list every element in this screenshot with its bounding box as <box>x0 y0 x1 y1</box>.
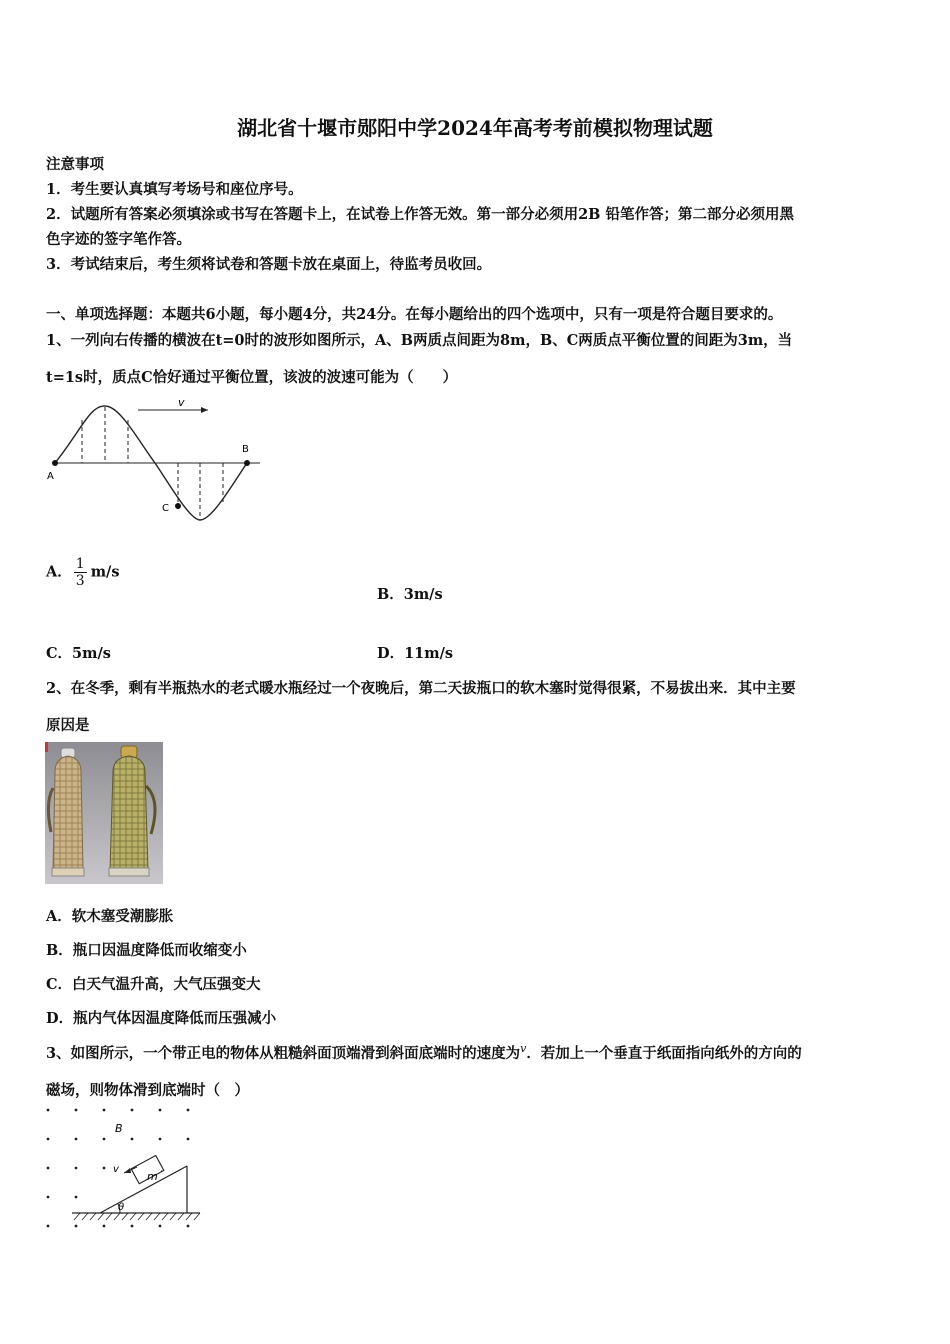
angle-theta-label: θ <box>118 1202 125 1213</box>
q2-stem-line2: 原因是 <box>46 717 90 734</box>
q3-stem-line2: 磁场，则物体滑到底端时（ ） <box>46 1082 249 1099</box>
q1-option-d[interactable]: D．11m/s <box>377 645 454 662</box>
fraction-numerator: 1 <box>75 556 85 572</box>
velocity-label: v <box>113 1164 119 1175</box>
q2-option-a[interactable]: A．软木塞受潮膨胀 <box>46 908 174 925</box>
block-charge-dot: · <box>160 1167 163 1177</box>
q2-option-d[interactable]: D．瓶内气体因温度降低而压强减小 <box>46 1010 277 1027</box>
point-b-label: B <box>242 444 249 455</box>
notice-item-2: 2．试题所有答案必须填涂或书写在答题卡上，在试卷上作答无效。第一部分必须用2B 铅笔作答；第二部分必须用黑 <box>46 206 794 223</box>
velocity-arrowhead <box>124 1168 131 1173</box>
ground-hatching <box>74 1213 200 1220</box>
thermos-photo <box>45 742 163 884</box>
velocity-label: v <box>178 396 185 409</box>
section1-heading: 一、单项选择题：本题共6小题，每小题4分，共24分。在每小题给出的四个选项中，只有一项是符合题目要求的。 <box>46 306 783 323</box>
q1-option-b[interactable]: B．3m/s <box>377 586 443 603</box>
q2-stem-line1: 2、在冬季，剩有半瓶热水的老式暖水瓶经过一个夜晚后，第二天拔瓶口的软木塞时觉得很紧，不易拔出来．其中主要 <box>46 680 796 697</box>
q3-incline-figure <box>40 1100 210 1235</box>
q1-option-a-label: A． <box>46 563 72 581</box>
photo-corner-mark <box>45 742 48 752</box>
q1-option-a-fraction <box>74 556 87 589</box>
q3-stem-line1 <box>46 1042 802 1063</box>
page-title: 湖北省十堰市郧阳中学2024年高考考前模拟物理试题 <box>237 116 713 140</box>
field-b-label: B <box>115 1122 123 1135</box>
q3-velocity-symbol: v <box>520 1042 527 1056</box>
point-b-dot <box>244 460 250 466</box>
point-c-label: C <box>162 503 169 514</box>
block-mass-label: m <box>147 1170 158 1183</box>
left-thermos-base <box>52 868 84 876</box>
notice-item-2-cont: 色字迹的签字笔作答。 <box>46 231 191 248</box>
point-c-dot <box>175 503 181 509</box>
q1-stem-line2: t=1s时，质点C恰好通过平衡位置，该波的波速可能为（ ） <box>46 369 458 386</box>
q1-stem-line1: 1、一列向右传播的横波在t=0时的波形如图所示，A、B两质点间距为8m，B、C两质点平衡位置的间距为3m，当 <box>46 332 793 349</box>
notice-item-3: 3．考试结束后，考生须将试卷和答题卡放在桌面上，待监考员收回。 <box>46 256 492 273</box>
q1-option-a[interactable] <box>46 556 120 589</box>
notice-item-1: 1．考生要认真填写考场号和座位序号。 <box>46 181 303 198</box>
q2-option-c[interactable]: C．白天气温升高，大气压强变大 <box>46 976 261 993</box>
right-thermos-body <box>110 756 148 870</box>
q1-option-a-unit: m/s <box>90 563 120 581</box>
q3-stem-part-b: ．若加上一个垂直于纸面指向纸外的方向的 <box>526 1045 802 1062</box>
q3-stem-part-a: 3、如图所示，一个带正电的物体从粗糙斜面顶端滑到斜面底端时的速度为 <box>46 1045 521 1062</box>
q1-wave-figure <box>40 390 270 530</box>
fraction-denominator: 3 <box>75 573 85 589</box>
right-thermos-base <box>109 868 149 876</box>
q2-option-b[interactable]: B．瓶口因温度降低而收缩变小 <box>46 942 247 959</box>
point-a-dot <box>52 460 58 466</box>
q1-option-c[interactable]: C．5m/s <box>46 645 111 662</box>
velocity-arrowhead <box>201 407 208 413</box>
left-thermos-body <box>53 756 83 870</box>
point-a-label: A <box>47 471 54 482</box>
notice-heading: 注意事项 <box>46 156 104 173</box>
